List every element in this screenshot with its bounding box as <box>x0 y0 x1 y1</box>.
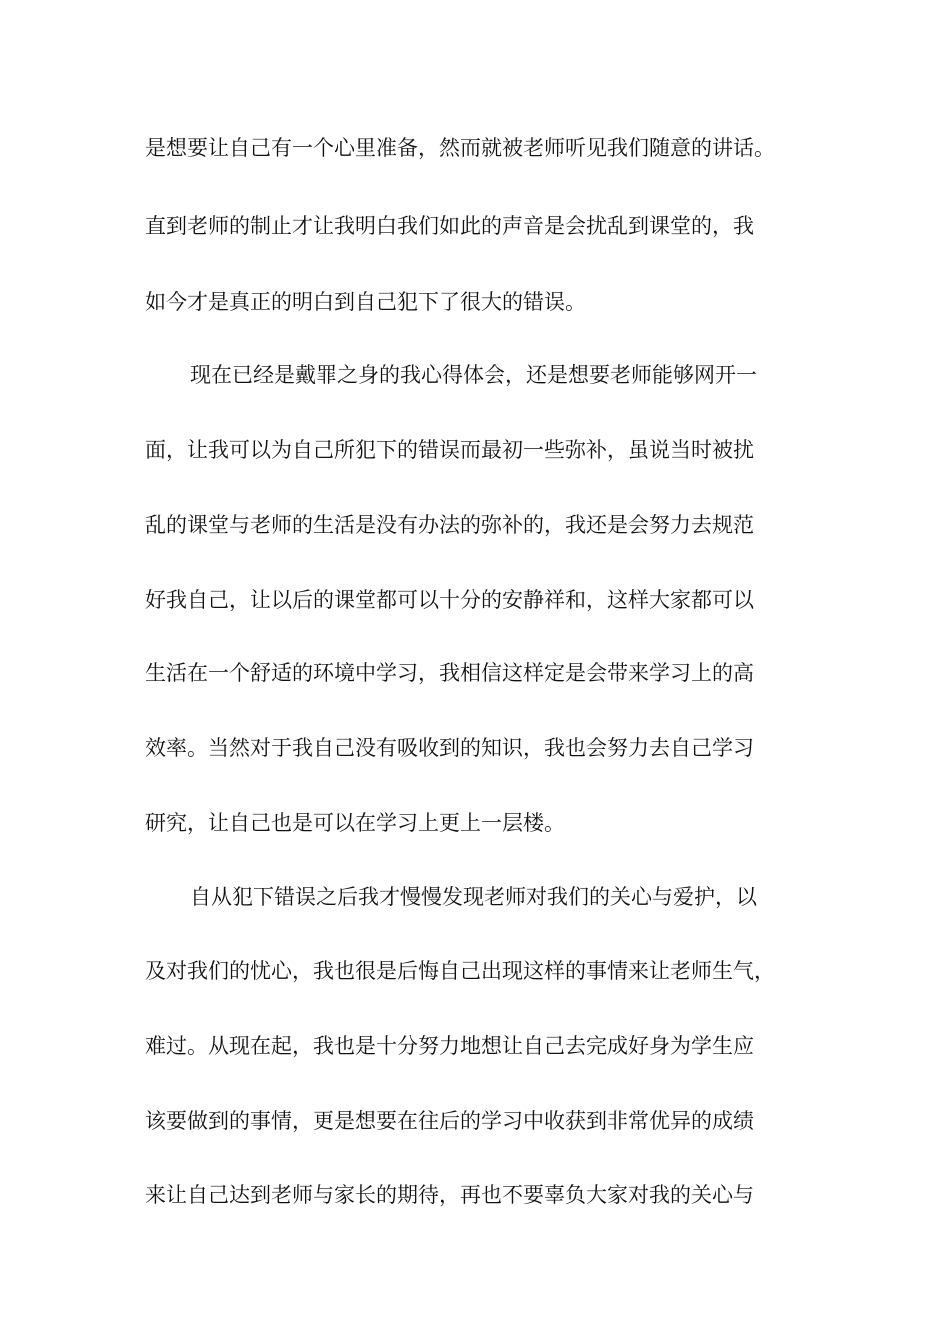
text-line-12: 及对我们的忧心，我也很是后悔自己出现这样的事情来让老师生气， <box>145 959 775 983</box>
text-line-1: 是想要让自己有一个心里准备，然而就被老师听见我们随意的讲话。 <box>145 136 775 160</box>
text-line-2: 直到老师的制止才让我明白我们如此的声音是会扰乱到课堂的，我 <box>145 214 754 238</box>
text-line-5: 面，让我可以为自己所犯下的错误而最初一些弥补，虽说当时被扰 <box>145 438 754 462</box>
text-line-14: 该要做到的事情，更是想要在往后的学习中收获到非常优异的成绩 <box>145 1109 754 1133</box>
text-line-7: 好我自己，让以后的课堂都可以十分的安静祥和，这样大家都可以 <box>145 588 754 612</box>
text-line-15: 来让自己达到老师与家长的期待，再也不要辜负大家对我的关心与 <box>145 1183 754 1207</box>
text-line-10: 研究，让自己也是可以在学习上更上一层楼。 <box>145 811 565 835</box>
text-line-6: 乱的课堂与老师的生活是没有办法的弥补的，我还是会努力去规范 <box>145 513 754 537</box>
text-line-11: 自从犯下错误之后我才慢慢发现老师对我们的关心与爱护，以 <box>190 885 757 909</box>
text-line-9: 效率。当然对于我自己没有吸收到的知识，我也会努力去自己学习 <box>145 736 754 760</box>
text-line-8: 生活在一个舒适的环境中学习，我相信这样定是会带来学习上的高 <box>145 661 754 685</box>
text-line-4: 现在已经是戴罪之身的我心得体会，还是想要老师能够网开一 <box>190 363 757 387</box>
text-line-13: 难过。从现在起，我也是十分努力地想让自己去完成好身为学生应 <box>145 1034 754 1058</box>
text-line-3: 如今才是真正的明白到自己犯下了很大的错误。 <box>145 290 586 314</box>
